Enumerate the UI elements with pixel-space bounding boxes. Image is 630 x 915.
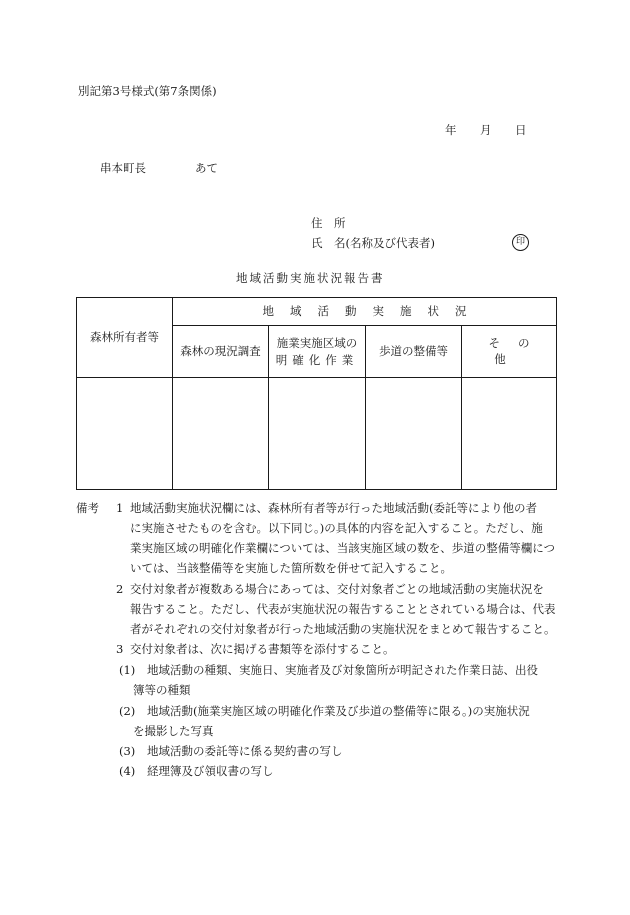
note-1-line-4: いては、当該整備等を実施した箇所数を併せて記入すること。 xyxy=(130,561,452,575)
address-label: 住 所 xyxy=(311,216,346,230)
sub-4-number: (4) xyxy=(119,764,136,778)
path-header-cell xyxy=(366,326,462,378)
seal-icon xyxy=(512,234,529,251)
date-month-label: 月 xyxy=(480,123,492,137)
sub-1-line-2: 簿等の種類 xyxy=(133,683,191,697)
path-cell[interactable] xyxy=(366,378,462,490)
note-1-line-2: に実施させたものを含む。以下同じ。)の具体的内容を記入すること。ただし、施 xyxy=(130,521,543,535)
document-title: 地域活動実施状況報告書 xyxy=(236,271,385,285)
boundary-header-line1: 施業実施区域の xyxy=(276,335,358,350)
note-1-line-1: 地域活動実施状況欄には、森林所有者等が行った地域活動(委託等により他の者 xyxy=(130,501,537,515)
note-3-number: 3 xyxy=(116,642,124,656)
owner-header: 森林所有者等 xyxy=(90,329,159,344)
other-cell[interactable] xyxy=(462,378,557,490)
sub-1-number: (1) xyxy=(119,663,136,677)
sub-3-line-1: 地域活動の委託等に係る契約書の写し xyxy=(147,744,343,758)
sub-4-line-1: 経理簿及び領収書の写し xyxy=(147,764,274,778)
sub-3-number: (3) xyxy=(119,744,136,758)
note-2-number: 2 xyxy=(116,582,124,596)
table-row xyxy=(77,378,557,490)
activity-report-table xyxy=(76,297,557,490)
note-1-line-3: 業実施区域の明確化作業欄については、当該実施区域の数を、歩道の整備等欄につ xyxy=(130,541,556,555)
note-2-line-3: 者がそれぞれの交付対象者が行った地域活動の実施状況をまとめて報告すること。 xyxy=(130,622,556,636)
date-year-label: 年 xyxy=(445,123,457,137)
sub-2-number: (2) xyxy=(119,704,136,718)
other-header-cell xyxy=(462,326,557,378)
sub-2-line-2: を撮影した写真 xyxy=(133,724,214,738)
note-2-line-2: 報告すること。ただし、代表が実施状況の報告することとされている場合は、代表 xyxy=(130,602,556,616)
owner-cell[interactable] xyxy=(77,378,173,490)
date-day-label: 日 xyxy=(515,123,527,137)
seal-text: 印 xyxy=(515,237,525,247)
notes-label: 備考 xyxy=(76,501,99,515)
note-3-line-1: 交付対象者は、次に掲げる書類等を添付すること。 xyxy=(130,642,395,656)
boundary-header-cell xyxy=(269,326,366,378)
boundary-cell[interactable] xyxy=(269,378,366,490)
sub-1-line-1: 地域活動の種類、実施日、実施者及び対象箇所が明記された作業日誌、出役 xyxy=(147,663,538,677)
survey-cell[interactable] xyxy=(173,378,269,490)
group-header: 地域活動実施状況 xyxy=(262,303,483,318)
name-label: 氏 名(名称及び代表者) xyxy=(311,236,435,250)
other-header: その他 xyxy=(488,335,548,366)
survey-header: 森林の現況調査 xyxy=(180,343,261,358)
note-2-line-1: 交付対象者が複数ある場合にあっては、交付対象者ごとの地域活動の実施状況を xyxy=(130,582,544,596)
owner-header-cell xyxy=(77,298,173,378)
group-header-cell xyxy=(173,298,557,326)
boundary-header-line2: 明確化作業 xyxy=(275,352,359,367)
form-id: 別記第3号様式(第7条関係) xyxy=(78,84,217,98)
sub-2-line-1: 地域活動(施業実施区域の明確化作業及び歩道の整備等に限る。)の実施状況 xyxy=(147,704,530,718)
path-header: 歩道の整備等 xyxy=(379,343,448,358)
note-1-number: 1 xyxy=(116,501,124,515)
addressee-name: 串本町長 xyxy=(100,161,146,175)
boundary-header xyxy=(276,335,359,368)
survey-header-cell xyxy=(173,326,269,378)
addressee-suffix: あて xyxy=(195,161,218,175)
